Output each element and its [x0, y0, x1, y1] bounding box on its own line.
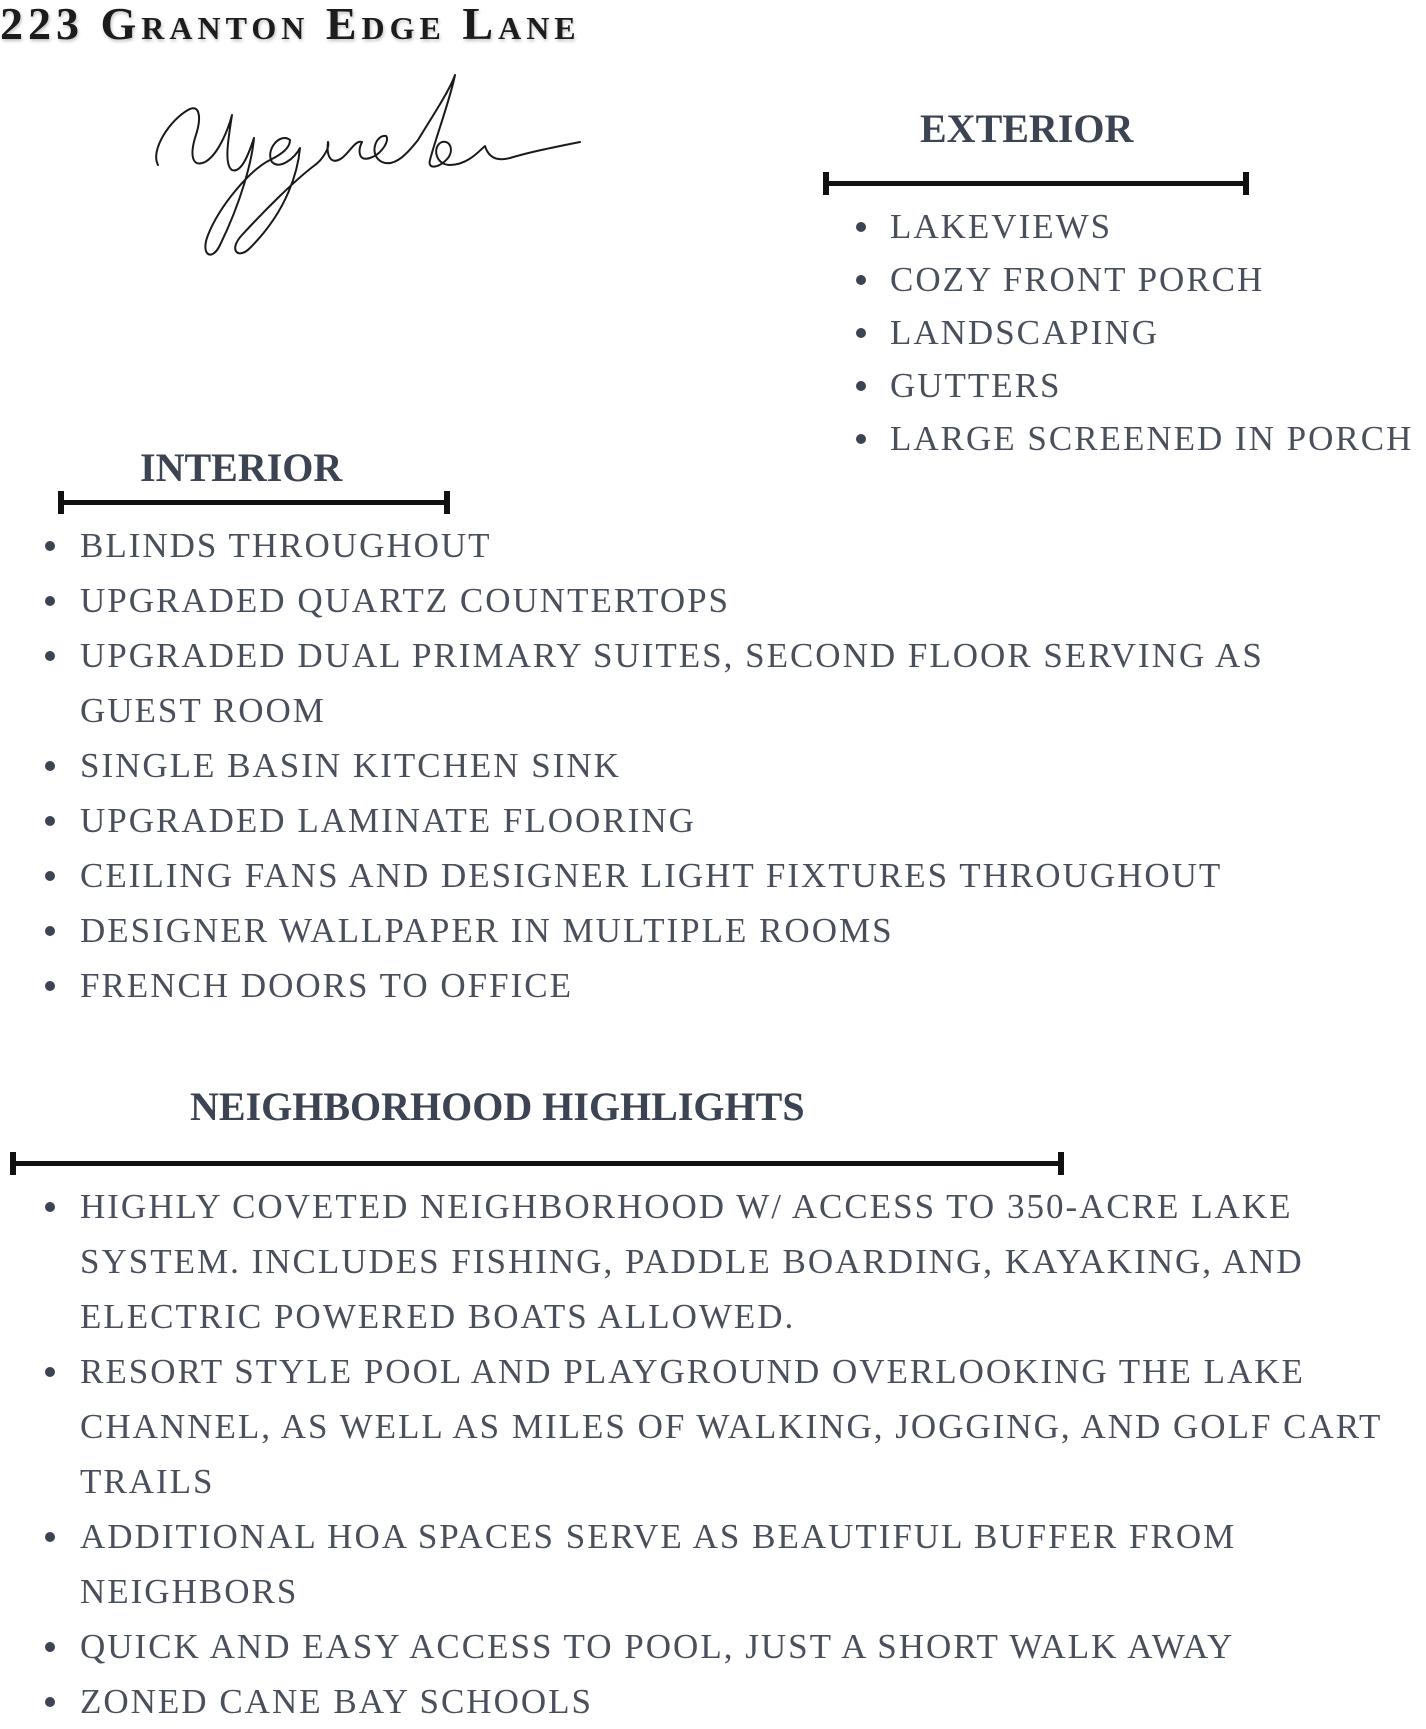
list-item: UPGRADED QUARTZ COUNTERTOPS	[80, 573, 1380, 628]
list-item: GUTTERS	[890, 359, 1426, 412]
exterior-heading: EXTERIOR	[920, 106, 1134, 151]
interior-list	[80, 518, 1380, 1013]
neighborhood-heading: NEIGHBORHOOD HIGHLIGHTS	[190, 1084, 805, 1129]
exterior-list	[890, 200, 1426, 465]
list-item: LARGE SCREENED IN PORCH	[890, 412, 1426, 465]
interior-heading: INTERIOR	[140, 445, 343, 490]
list-item: COZY FRONT PORCH	[890, 253, 1426, 306]
neighborhood-divider	[10, 1161, 1064, 1166]
list-item: UPGRADED LAMINATE FLOORING	[80, 793, 1380, 848]
list-item: ZONED CANE BAY SCHOOLS	[80, 1674, 1410, 1729]
list-item: ADDITIONAL HOA SPACES SERVE AS BEAUTIFUL BUFFER FROM NEIGHBORS	[80, 1509, 1410, 1619]
list-item: UPGRADED DUAL PRIMARY SUITES, SECOND FLOOR SERVING AS GUEST ROOM	[80, 628, 1380, 738]
address-title: 223 Granton Edge Lane	[0, 0, 581, 49]
list-item: QUICK AND EASY ACCESS TO POOL, JUST A SHORT WALK AWAY	[80, 1619, 1410, 1674]
upgrades-script-title	[150, 70, 630, 270]
exterior-divider	[823, 181, 1249, 186]
interior-divider	[58, 500, 450, 505]
list-item: FRENCH DOORS TO OFFICE	[80, 958, 1380, 1013]
list-item: LANDSCAPING	[890, 306, 1426, 359]
list-item: HIGHLY COVETED NEIGHBORHOOD W/ ACCESS TO 350-ACRE LAKE SYSTEM. INCLUDES FISHING, PADDLE BOARDING, KAYAKING, AND ELECTRIC POWERED BOATS ALLOWED.	[80, 1179, 1410, 1344]
list-item: CEILING FANS AND DESIGNER LIGHT FIXTURES THROUGHOUT	[80, 848, 1380, 903]
list-item: BLINDS THROUGHOUT	[80, 518, 1380, 573]
neighborhood-list	[80, 1179, 1410, 1729]
list-item: RESORT STYLE POOL AND PLAYGROUND OVERLOOKING THE LAKE CHANNEL, AS WELL AS MILES OF WALKING, JOGGING, AND GOLF CART TRAILS	[80, 1344, 1410, 1509]
list-item: LAKEVIEWS	[890, 200, 1426, 253]
list-item: SINGLE BASIN KITCHEN SINK	[80, 738, 1380, 793]
list-item: DESIGNER WALLPAPER IN MULTIPLE ROOMS	[80, 903, 1380, 958]
